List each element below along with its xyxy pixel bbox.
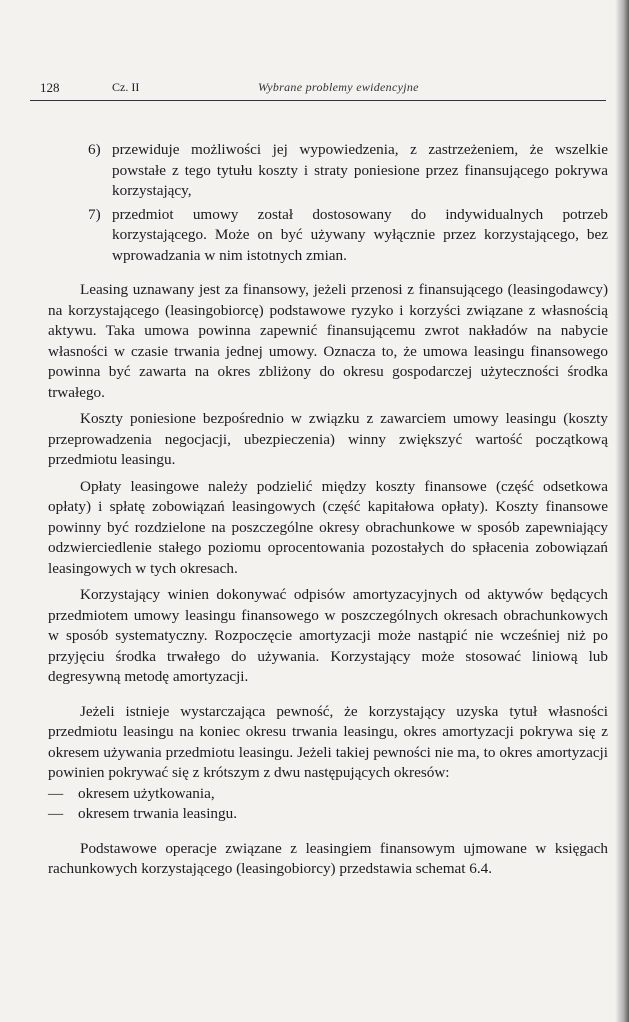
list-item-number: 6) (88, 141, 101, 158)
list-item-text: przedmiot umowy został dostosowany do indywidualnych potrzeb korzystającego. Może on być używany wyłącznie przez korzystającego, bez wprowadzania w nim istotnych zmian. (112, 205, 608, 264)
dash-item-text: okresem użytkowania, (78, 784, 215, 802)
dash-bullet: — (48, 784, 64, 802)
paragraph: Leasing uznawany jest za finansowy, jeżeli przenosi z finansującego (leasingodawcy) na korzystającego (leasingobiorcę) podstawowe ryzyko i korzyści związane z własnością aktywu. Taka umowa powinna zapewnić finansującemu zwrot nakładów na nabycie własności w czasie trwania jednej umowy. Oznacza to, że umowa leasingu finansowego powinna być zawarta na okres zbliżony do okresu gospodarczej użyteczności środka trwałego. (48, 281, 608, 401)
list-item (76, 140, 608, 202)
page-edge-shadow (615, 0, 629, 1022)
list-item-text: przewiduje możliwości jej wypowiedzenia, z zastrzeżeniem, że wszelkie powstałe z tego tytułu koszty i straty poniesione przez finansującego pokrywa korzystający, (112, 141, 608, 199)
final-paragraph: Podstawowe operacje związane z leasingiem finansowym ujmowane w księgach rachunkowych korzystającego (leasingobiorcy) przedstawia schemat 6.4. (48, 839, 608, 877)
part-label: Cz. II (112, 80, 140, 94)
running-title: Wybrane problemy ewidencyjne (258, 80, 419, 94)
paragraph: Jeżeli istnieje wystarczająca pewność, że korzystający uzyska tytuł własności przedmiotu leasingu na koniec okresu trwania leasingu, okres amortyzacji pokrywa się z okresem używania przedmiotu leasingu. Jeżeli takiej pewności nie ma, to okres amortyzacji powinien pokrywać się z krótszym z dwu następujących okresów: (48, 702, 608, 781)
paragraph: Korzystający winien dokonywać odpisów amortyzacyjnych od aktywów będących przedmiotem umowy leasingu finansowego w poszczególnych okresach obrachunkowych w sposób systematyczny. Rozpoczęcie amortyzacji może nastąpić nie wcześniej niż po przyjęciu środka trwałego do używania. Korzystający może stosować liniową lub degresywną metodę amortyzacji. (48, 586, 608, 685)
dash-list-item (48, 804, 608, 825)
running-header (30, 78, 606, 101)
page-number: 128 (40, 80, 60, 95)
paragraph: Opłaty leasingowe należy podzielić między koszty finansowe (część odsetkowa opłaty) i spłatę zobowiązań leasingowych (część kapitałowa opłaty). Koszty finansowe powinny być rozdzielone na poszczególne okresy obrachunkowe w sposób zapewniający odzwierciedlenie stałego poziomu oprocentowania pozostałych do spłacenia zobowiązań leasingowych w tych okresach. (48, 477, 608, 577)
page-body (48, 140, 608, 880)
list-item (76, 205, 608, 267)
dash-bullet: — (48, 805, 64, 822)
dash-list-item (48, 784, 608, 805)
dash-list (48, 784, 608, 825)
list-item-number: 7) (88, 205, 101, 223)
dash-item-text: okresem trwania leasingu. (78, 805, 237, 822)
paragraph: Koszty poniesione bezpośrednio w związku z zawarciem umowy leasingu (koszty przeprowadzenia negocjacji, ubezpieczenia) winny zwiększyć wartość początkową przedmiotu leasingu. (48, 410, 608, 468)
